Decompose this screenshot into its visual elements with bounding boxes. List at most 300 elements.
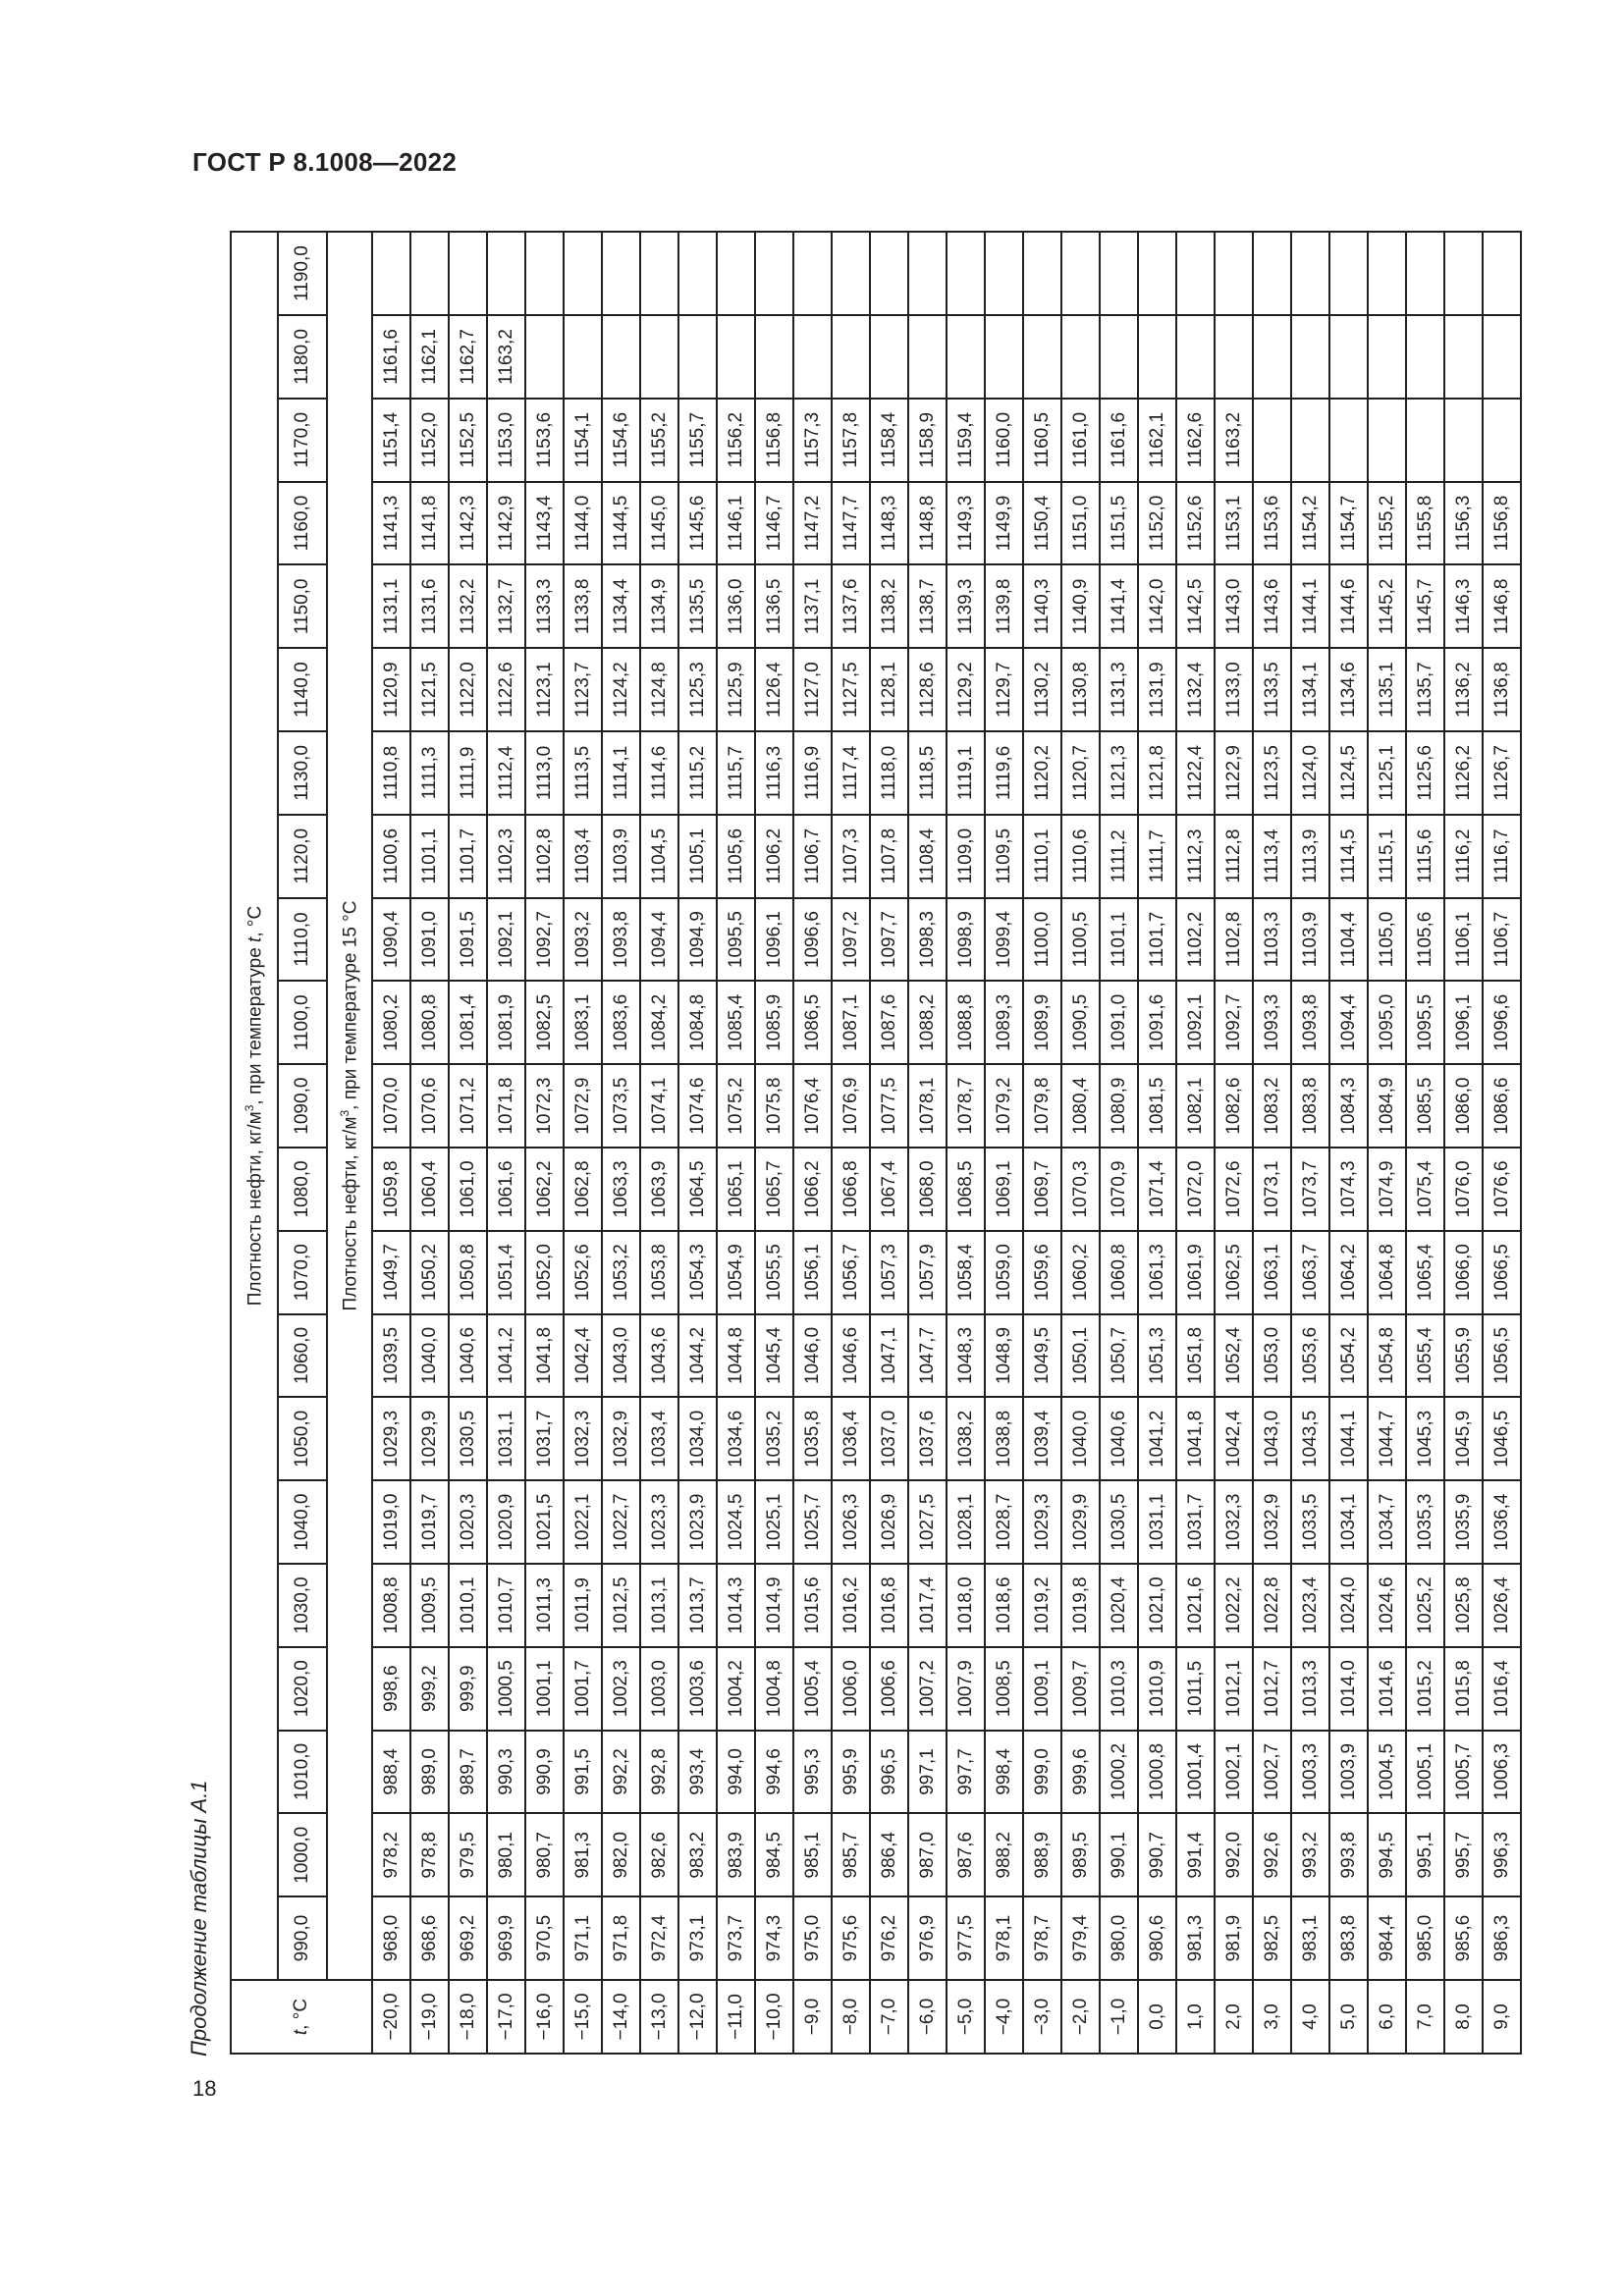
- density-cell: 1022,2: [1215, 1564, 1253, 1647]
- density-column-header: 1000,0: [278, 1813, 327, 1896]
- temperature-header: t, °C: [231, 1980, 372, 2054]
- density-cell: 982,5: [1253, 1896, 1291, 1980]
- density-cell: 1124,8: [640, 648, 678, 731]
- table-row: [602, 232, 640, 2054]
- density-cell: 1043,6: [640, 1314, 678, 1398]
- density-cell: 1019,0: [372, 1480, 410, 1564]
- density-cell: 1032,3: [1215, 1480, 1253, 1564]
- density-cell: 1012,7: [1253, 1647, 1291, 1731]
- density-cell: 1066,0: [1444, 1231, 1483, 1314]
- density-cell: 1080,8: [410, 981, 449, 1064]
- density-cell: 1009,7: [1061, 1647, 1100, 1731]
- density-cell: 1035,9: [1444, 1480, 1483, 1564]
- density-cell: 1038,2: [947, 1397, 985, 1480]
- density-cell: 1156,3: [1444, 482, 1483, 565]
- density-column-header: 1090,0: [278, 1064, 327, 1148]
- density-cell: 1064,5: [678, 1148, 717, 1231]
- density-cell: 1031,7: [525, 1397, 564, 1480]
- density-cell: 1110,8: [372, 731, 410, 815]
- temperature-cell: 8,0: [1444, 1980, 1483, 2054]
- density-cell: 1105,0: [1368, 898, 1406, 982]
- density-cell: 999,2: [410, 1647, 449, 1731]
- density-cell: 1034,7: [1368, 1480, 1406, 1564]
- density-cell: 1124,0: [1291, 731, 1329, 815]
- density-cell: 1008,8: [372, 1564, 410, 1647]
- density-cell: 1155,2: [1368, 482, 1406, 565]
- density-cell: 993,8: [1329, 1813, 1368, 1896]
- density-cell: 1046,5: [1483, 1397, 1521, 1480]
- density-cell: 1050,1: [1061, 1314, 1100, 1398]
- density-cell: 1002,1: [1215, 1731, 1253, 1814]
- density-cell: 1061,9: [1176, 1231, 1215, 1314]
- density-cell: 1116,7: [1483, 815, 1521, 898]
- density-cell: 1054,2: [1329, 1314, 1368, 1398]
- density-cell: 1144,0: [564, 482, 602, 565]
- temperature-cell: −17,0: [487, 1980, 525, 2054]
- density-cell: 1149,3: [947, 482, 985, 565]
- density-cell: 1049,5: [1023, 1314, 1061, 1398]
- density-cell: 1110,6: [1061, 815, 1100, 898]
- density-cell: 1093,8: [1291, 981, 1329, 1064]
- density-cell: 1001,1: [525, 1647, 564, 1731]
- density-cell: 978,8: [410, 1813, 449, 1896]
- density-cell: 1058,4: [947, 1231, 985, 1314]
- density-cell: [1329, 232, 1368, 315]
- density-cell: [1483, 399, 1521, 482]
- table-caption: Продолжение таблицы А.1: [187, 1780, 211, 2056]
- density-cell: 1123,5: [1253, 731, 1291, 815]
- density-cell: 1024,6: [1368, 1564, 1406, 1647]
- temperature-cell: −10,0: [755, 1980, 793, 2054]
- density-cell: 1153,6: [1253, 482, 1291, 565]
- density-cell: [755, 315, 793, 399]
- density-cell: 1037,6: [908, 1397, 947, 1480]
- density-cell: 1008,5: [985, 1647, 1023, 1731]
- density-cell: 1126,2: [1444, 731, 1483, 815]
- density-cell: 1113,5: [564, 731, 602, 815]
- density-cell: 1081,5: [1138, 1064, 1176, 1148]
- density-cell: 1034,6: [717, 1397, 755, 1480]
- density-column-header: 1150,0: [278, 564, 327, 648]
- density-cell: 973,1: [678, 1896, 717, 1980]
- density-cell: 1018,0: [947, 1564, 985, 1647]
- density-cell: [985, 232, 1023, 315]
- density-cell: 1153,0: [487, 399, 525, 482]
- density-cell: [1291, 315, 1329, 399]
- density-cell: 1075,2: [717, 1064, 755, 1148]
- density-column-header: 1160,0: [278, 482, 327, 565]
- density-cell: 1105,6: [1406, 898, 1444, 982]
- density-cell: 1083,1: [564, 981, 602, 1064]
- density-cell: 1090,4: [372, 898, 410, 982]
- density-cell: 975,0: [793, 1896, 832, 1980]
- density-cell: 1064,8: [1368, 1231, 1406, 1314]
- density-cell: 1107,8: [870, 815, 908, 898]
- density-cell: 1083,2: [1253, 1064, 1291, 1148]
- density-cell: 1013,3: [1291, 1647, 1329, 1731]
- density-cell: 1161,6: [1100, 399, 1138, 482]
- density-cell: 1144,6: [1329, 564, 1368, 648]
- density-cell: 983,1: [1291, 1896, 1329, 1980]
- density-cell: 1134,4: [602, 564, 640, 648]
- density-cell: 996,5: [870, 1731, 908, 1814]
- density-cell: 981,3: [564, 1813, 602, 1896]
- density-cell: [1061, 232, 1100, 315]
- density-cell: 984,4: [1368, 1896, 1406, 1980]
- header-density-at-t: Плотность нефти, $кг/м^3$, при температуре t, °C: [231, 232, 278, 1980]
- density-cell: 1133,5: [1253, 648, 1291, 731]
- temperature-cell: 5,0: [1329, 1980, 1368, 2054]
- density-cell: 1004,2: [717, 1647, 755, 1731]
- density-cell: [640, 232, 678, 315]
- density-cell: 1160,0: [985, 399, 1023, 482]
- density-cell: 1060,2: [1061, 1231, 1100, 1314]
- density-cell: 1084,8: [678, 981, 717, 1064]
- density-cell: 1048,3: [947, 1314, 985, 1398]
- density-cell: 1074,6: [678, 1064, 717, 1148]
- density-cell: [1368, 399, 1406, 482]
- density-cell: 1115,6: [1406, 815, 1444, 898]
- density-cell: 1103,4: [564, 815, 602, 898]
- density-cell: 1096,6: [793, 898, 832, 982]
- density-cell: 1026,4: [1483, 1564, 1521, 1647]
- density-cell: 992,6: [1253, 1813, 1291, 1896]
- density-cell: 1014,3: [717, 1564, 755, 1647]
- density-cell: 1086,6: [1483, 1064, 1521, 1148]
- density-cell: 1062,8: [564, 1148, 602, 1231]
- table-row: [793, 232, 832, 2054]
- density-cell: 1128,6: [908, 648, 947, 731]
- density-cell: [985, 315, 1023, 399]
- density-cell: 1088,8: [947, 981, 985, 1064]
- density-cell: [1215, 232, 1253, 315]
- density-cell: 1085,5: [1406, 1064, 1444, 1148]
- density-cell: 1116,3: [755, 731, 793, 815]
- density-cell: 1095,5: [1406, 981, 1444, 1064]
- density-cell: 1012,1: [1215, 1647, 1253, 1731]
- density-cell: 1026,9: [870, 1480, 908, 1564]
- density-cell: 981,9: [1215, 1896, 1253, 1980]
- table-row: [372, 232, 410, 2054]
- density-cell: 969,9: [487, 1896, 525, 1980]
- density-cell: 1100,5: [1061, 898, 1100, 982]
- density-cell: 1054,3: [678, 1231, 717, 1314]
- density-cell: [870, 315, 908, 399]
- density-column-header: 1050,0: [278, 1397, 327, 1480]
- density-cell: 1004,5: [1368, 1731, 1406, 1814]
- density-cell: 1045,3: [1406, 1397, 1444, 1480]
- table-row: [487, 232, 525, 2054]
- density-cell: 1059,6: [1023, 1231, 1061, 1314]
- density-cell: 1028,1: [947, 1480, 985, 1564]
- density-cell: [1406, 315, 1444, 399]
- density-cell: 996,3: [1483, 1813, 1521, 1896]
- density-cell: [602, 315, 640, 399]
- density-cell: 1133,8: [564, 564, 602, 648]
- density-cell: 1074,3: [1329, 1148, 1368, 1231]
- density-cell: 1041,8: [1176, 1397, 1215, 1480]
- density-cell: 1030,5: [449, 1397, 487, 1480]
- table-row: [678, 232, 717, 2054]
- density-cell: 1018,6: [985, 1564, 1023, 1647]
- density-cell: 1093,2: [564, 898, 602, 982]
- density-cell: 1014,0: [1329, 1647, 1368, 1731]
- density-cell: 1113,4: [1253, 815, 1291, 898]
- density-cell: 1114,5: [1329, 815, 1368, 898]
- density-cell: 1029,3: [1023, 1480, 1061, 1564]
- density-cell: 1052,4: [1215, 1314, 1253, 1398]
- density-cell: 1091,0: [1100, 981, 1138, 1064]
- density-cell: 1056,7: [832, 1231, 870, 1314]
- density-cell: 1070,6: [410, 1064, 449, 1148]
- density-cell: 994,0: [717, 1731, 755, 1814]
- density-cell: 981,3: [1176, 1896, 1215, 1980]
- density-cell: 1161,0: [1061, 399, 1100, 482]
- density-cell: 1038,8: [985, 1397, 1023, 1480]
- density-cell: 1118,5: [908, 731, 947, 815]
- density-cell: [1215, 315, 1253, 399]
- density-cell: 1062,2: [525, 1148, 564, 1231]
- table-row: [1100, 232, 1138, 2054]
- density-cell: 1154,1: [564, 399, 602, 482]
- density-cell: 1116,9: [793, 731, 832, 815]
- density-cell: 1033,4: [640, 1397, 678, 1480]
- density-cell: 1034,1: [1329, 1480, 1368, 1564]
- density-cell: 1015,6: [793, 1564, 832, 1647]
- density-cell: 995,1: [1406, 1813, 1444, 1896]
- density-cell: 1142,3: [449, 482, 487, 565]
- header-density-at-15: Плотность нефти, $кг/м^3$, при температуре 15 °C: [327, 232, 372, 1980]
- density-cell: 1159,4: [947, 399, 985, 482]
- density-cell: 1109,0: [947, 815, 985, 898]
- density-cell: 1035,8: [793, 1397, 832, 1480]
- density-cell: 1059,8: [372, 1148, 410, 1231]
- density-cell: 1066,8: [832, 1148, 870, 1231]
- temperature-cell: −14,0: [602, 1980, 640, 2054]
- density-cell: 1156,2: [717, 399, 755, 482]
- density-cell: 1134,9: [640, 564, 678, 648]
- density-cell: 987,6: [947, 1813, 985, 1896]
- density-cell: 1129,7: [985, 648, 1023, 731]
- density-cell: [947, 232, 985, 315]
- density-cell: 1022,1: [564, 1480, 602, 1564]
- density-cell: 1131,6: [410, 564, 449, 648]
- density-cell: 1138,7: [908, 564, 947, 648]
- density-cell: 1070,9: [1100, 1148, 1138, 1231]
- density-cell: 1121,3: [1100, 731, 1138, 815]
- density-cell: 1016,8: [870, 1564, 908, 1647]
- table-row: [564, 232, 602, 2054]
- density-column-header: 1100,0: [278, 981, 327, 1064]
- density-cell: 1132,7: [487, 564, 525, 648]
- density-cell: 1101,1: [410, 815, 449, 898]
- density-cell: 1055,5: [755, 1231, 793, 1314]
- density-cell: 1061,6: [487, 1148, 525, 1231]
- density-cell: 1005,4: [793, 1647, 832, 1731]
- density-cell: 1158,4: [870, 399, 908, 482]
- density-cell: 1094,4: [640, 898, 678, 982]
- density-cell: 1135,5: [678, 564, 717, 648]
- density-cell: 980,1: [487, 1813, 525, 1896]
- density-cell: 1122,6: [487, 648, 525, 731]
- density-cell: [1253, 232, 1291, 315]
- density-cell: [410, 232, 449, 315]
- density-cell: 1084,9: [1368, 1064, 1406, 1148]
- density-cell: 1096,6: [1483, 981, 1521, 1064]
- density-cell: 1059,0: [985, 1231, 1023, 1314]
- density-cell: 999,6: [1061, 1731, 1100, 1814]
- density-cell: 998,6: [372, 1647, 410, 1731]
- density-cell: 1125,9: [717, 648, 755, 731]
- temperature-cell: 6,0: [1368, 1980, 1406, 2054]
- density-cell: 1145,0: [640, 482, 678, 565]
- density-cell: 1124,5: [1329, 731, 1368, 815]
- density-cell: 1010,9: [1138, 1647, 1176, 1731]
- density-cell: 995,7: [1444, 1813, 1483, 1896]
- density-cell: [1176, 232, 1215, 315]
- density-cell: 1002,3: [602, 1647, 640, 1731]
- density-cell: 1147,7: [832, 482, 870, 565]
- density-cell: 1036,4: [1483, 1480, 1521, 1564]
- temperature-cell: −8,0: [832, 1980, 870, 2054]
- density-cell: 1080,9: [1100, 1064, 1138, 1148]
- density-cell: 1137,6: [832, 564, 870, 648]
- density-cell: 1142,0: [1138, 564, 1176, 648]
- density-cell: [908, 232, 947, 315]
- density-cell: 1071,2: [449, 1064, 487, 1148]
- density-cell: 1041,2: [1138, 1397, 1176, 1480]
- density-cell: [640, 315, 678, 399]
- density-cell: 1106,7: [793, 815, 832, 898]
- density-cell: 990,7: [1138, 1813, 1176, 1896]
- density-cell: 1102,2: [1176, 898, 1215, 982]
- density-cell: 1119,1: [947, 731, 985, 815]
- density-cell: 1147,2: [793, 482, 832, 565]
- density-column-header: 1010,0: [278, 1731, 327, 1814]
- density-cell: 982,0: [602, 1813, 640, 1896]
- density-cell: 1135,1: [1368, 648, 1406, 731]
- density-cell: 1108,4: [908, 815, 947, 898]
- density-cell: 1090,5: [1061, 981, 1100, 1064]
- density-cell: 1146,1: [717, 482, 755, 565]
- density-cell: 1125,6: [1406, 731, 1444, 815]
- density-cell: [1368, 315, 1406, 399]
- temperature-cell: −1,0: [1100, 1980, 1138, 2054]
- density-cell: 1115,1: [1368, 815, 1406, 898]
- temperature-cell: −18,0: [449, 1980, 487, 2054]
- density-cell: 1138,2: [870, 564, 908, 648]
- density-cell: 1146,3: [1444, 564, 1483, 648]
- density-cell: 1095,0: [1368, 981, 1406, 1064]
- density-cell: 1146,7: [755, 482, 793, 565]
- density-cell: 994,5: [1368, 1813, 1406, 1896]
- density-cell: 1072,0: [1176, 1148, 1215, 1231]
- density-cell: 1039,5: [372, 1314, 410, 1398]
- density-column-header: 1140,0: [278, 648, 327, 731]
- density-cell: 1103,9: [1291, 898, 1329, 982]
- density-cell: 1106,1: [1444, 898, 1483, 982]
- density-cell: 992,8: [640, 1731, 678, 1814]
- density-cell: 1035,2: [755, 1397, 793, 1480]
- temperature-cell: 7,0: [1406, 1980, 1444, 2054]
- density-cell: 1129,2: [947, 648, 985, 731]
- density-cell: 997,7: [947, 1731, 985, 1814]
- density-cell: 1115,7: [717, 731, 755, 815]
- temperature-cell: −2,0: [1061, 1980, 1100, 2054]
- density-cell: 1045,9: [1444, 1397, 1483, 1480]
- density-cell: 1039,4: [1023, 1397, 1061, 1480]
- table-row: [1291, 232, 1329, 2054]
- temperature-cell: −5,0: [947, 1980, 985, 2054]
- density-cell: 1125,3: [678, 648, 717, 731]
- density-cell: 1151,4: [372, 399, 410, 482]
- density-cell: [1329, 399, 1368, 482]
- density-cell: 1087,1: [832, 981, 870, 1064]
- temperature-cell: −19,0: [410, 1980, 449, 2054]
- density-cell: 1152,0: [410, 399, 449, 482]
- density-cell: 1023,4: [1291, 1564, 1329, 1647]
- density-cell: [564, 232, 602, 315]
- density-cell: 1069,1: [985, 1148, 1023, 1231]
- density-cell: 1046,0: [793, 1314, 832, 1398]
- density-cell: 1006,6: [870, 1647, 908, 1731]
- density-cell: 1162,1: [410, 315, 449, 399]
- density-cell: 1131,9: [1138, 648, 1176, 731]
- density-cell: 989,5: [1061, 1813, 1100, 1896]
- density-cell: 1044,2: [678, 1314, 717, 1398]
- density-cell: 1141,8: [410, 482, 449, 565]
- density-cell: 1103,3: [1253, 898, 1291, 982]
- density-cell: 1073,1: [1253, 1148, 1291, 1231]
- density-cell: 1035,3: [1406, 1480, 1444, 1564]
- density-cell: 974,3: [755, 1896, 793, 1980]
- density-cell: 1075,4: [1406, 1148, 1444, 1231]
- density-cell: 1021,5: [525, 1480, 564, 1564]
- density-cell: [908, 315, 947, 399]
- density-cell: 1121,8: [1138, 731, 1176, 815]
- density-cell: 1162,1: [1138, 399, 1176, 482]
- density-cell: [678, 232, 717, 315]
- density-cell: 1128,1: [870, 648, 908, 731]
- density-cell: 1051,3: [1138, 1314, 1176, 1398]
- temperature-cell: −20,0: [372, 1980, 410, 2054]
- density-cell: 1112,4: [487, 731, 525, 815]
- density-cell: 1013,1: [640, 1564, 678, 1647]
- density-cell: 1097,2: [832, 898, 870, 982]
- density-cell: 1076,0: [1444, 1148, 1483, 1231]
- density-cell: 1132,2: [449, 564, 487, 648]
- density-cell: 1061,0: [449, 1148, 487, 1231]
- density-cell: 1152,0: [1138, 482, 1176, 565]
- density-cell: [1329, 315, 1368, 399]
- density-cell: 1014,6: [1368, 1647, 1406, 1731]
- density-cell: 1005,1: [1406, 1731, 1444, 1814]
- density-cell: 1072,6: [1215, 1148, 1253, 1231]
- density-cell: 980,7: [525, 1813, 564, 1896]
- density-cell: 1092,7: [1215, 981, 1253, 1064]
- density-cell: 1032,9: [602, 1397, 640, 1480]
- density-cell: 986,3: [1483, 1896, 1521, 1980]
- density-cell: 1017,4: [908, 1564, 947, 1647]
- density-cell: 1023,9: [678, 1480, 717, 1564]
- density-cell: 1006,3: [1483, 1731, 1521, 1814]
- density-cell: 977,5: [947, 1896, 985, 1980]
- density-cell: 1077,5: [870, 1064, 908, 1148]
- density-column-header: 1130,0: [278, 731, 327, 815]
- density-cell: [1444, 399, 1483, 482]
- density-cell: 1026,3: [832, 1480, 870, 1564]
- density-cell: [564, 315, 602, 399]
